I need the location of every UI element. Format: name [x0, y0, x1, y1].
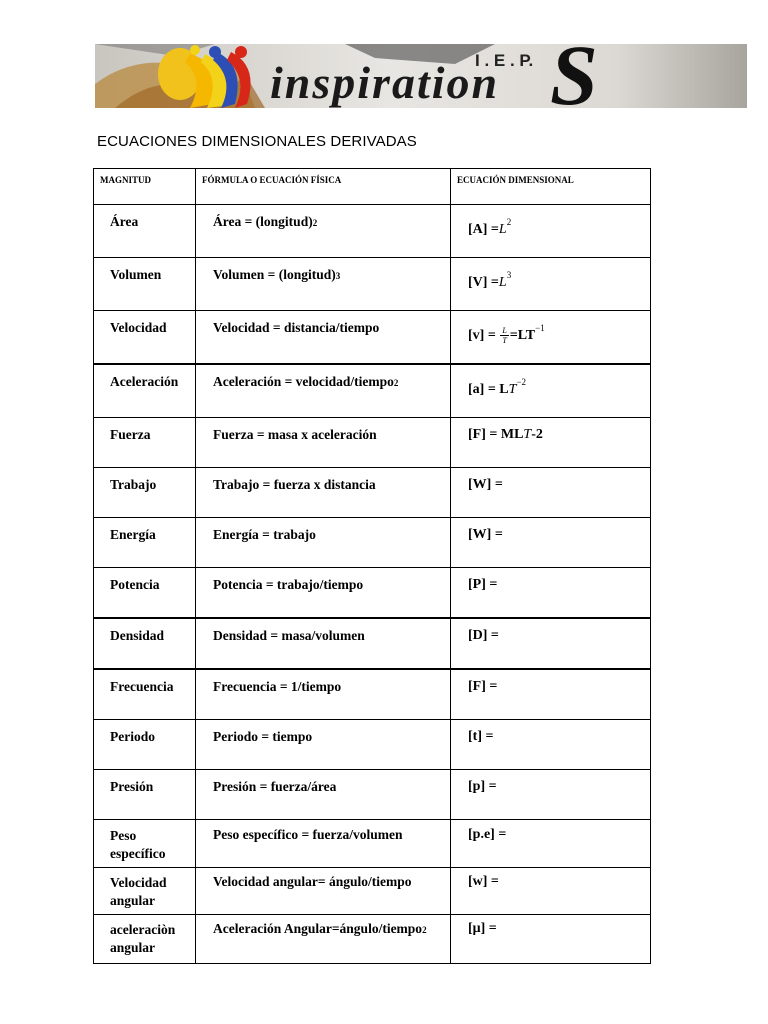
- magnitud-cell: Área: [94, 205, 196, 258]
- banner-school-text: I . E . P.: [475, 51, 534, 70]
- ecuacion-cell: [451, 418, 651, 468]
- magnitud-cell: Aceleración: [94, 364, 196, 418]
- magnitud-cell: Velocidad: [94, 311, 196, 365]
- ecuacion-text: [F] = ML: [468, 427, 524, 442]
- ecuacion-cell: [451, 311, 651, 365]
- table-row: [94, 418, 651, 468]
- table-row: [94, 720, 651, 770]
- ecuacion-cell: [D] =: [451, 618, 651, 669]
- formula-cell: Velocidad = distancia/tiempo: [196, 311, 451, 365]
- formula-cell: Velocidad angular= ángulo/tiempo: [196, 868, 451, 915]
- table-row: [94, 868, 651, 915]
- formula-exponent: 3: [335, 271, 341, 281]
- ecuacion-text: [v] =: [468, 328, 496, 343]
- fraction: [500, 326, 508, 345]
- ecuacion-symbol: L: [498, 275, 507, 290]
- formula-cell: Fuerza = masa x aceleración: [196, 418, 451, 468]
- table-row: [94, 364, 651, 418]
- table-row: [94, 518, 651, 568]
- table-row: [94, 618, 651, 669]
- dimension-table: [93, 168, 651, 964]
- magnitud-cell: Peso específico: [94, 820, 196, 868]
- formula-cell: Periodo = tiempo: [196, 720, 451, 770]
- formula-cell: [196, 205, 451, 258]
- table-row: [94, 311, 651, 365]
- table-row: [94, 205, 651, 258]
- banner-brand-letter: S: [550, 44, 598, 108]
- ecuacion-cell: [p.e] =: [451, 820, 651, 868]
- header-magnitud: MAGNITUD: [94, 169, 196, 205]
- formula-cell: Potencia = trabajo/tiempo: [196, 568, 451, 619]
- ecuacion-text: [V] =: [468, 275, 499, 290]
- formula-cell: [196, 364, 451, 418]
- formula-cell: Presión = fuerza/área: [196, 770, 451, 820]
- table-row: [94, 258, 651, 311]
- fraction-numerator: L: [502, 326, 507, 336]
- ecuacion-cell: [t] =: [451, 720, 651, 770]
- table-row: [94, 468, 651, 518]
- ecuacion-cell: [451, 205, 651, 258]
- table-header-row: [94, 169, 651, 205]
- formula-text: Área = (longitud): [213, 214, 313, 229]
- ecuacion-cell: [w] =: [451, 868, 651, 915]
- table-row: [94, 669, 651, 720]
- formula-cell: [196, 915, 451, 964]
- magnitud-cell: Energía: [94, 518, 196, 568]
- table-row: [94, 820, 651, 868]
- ecuacion-cell: [451, 364, 651, 418]
- ecuacion-cell: [W] =: [451, 468, 651, 518]
- ecuacion-exponent: 2: [506, 217, 512, 227]
- magnitud-cell: aceleraciòn angular: [94, 915, 196, 964]
- ecuacion-exponent: 3: [506, 270, 512, 280]
- ecuacion-cell: [451, 258, 651, 311]
- ecuacion-cell: [μ] =: [451, 915, 651, 964]
- formula-text: Aceleración = velocidad/tiempo: [213, 374, 394, 389]
- formula-exponent: 2: [422, 925, 427, 935]
- magnitud-cell: Frecuencia: [94, 669, 196, 720]
- fraction-denominator: T: [502, 336, 507, 346]
- ecuacion-symbol: =LT: [509, 328, 536, 343]
- magnitud-cell: Presión: [94, 770, 196, 820]
- ecuacion-exponent: −2: [516, 377, 527, 387]
- formula-cell: Peso específico = fuerza/volumen: [196, 820, 451, 868]
- formula-exponent: 2: [312, 218, 318, 228]
- ecuacion-cell: [P] =: [451, 568, 651, 619]
- formula-cell: Trabajo = fuerza x distancia: [196, 468, 451, 518]
- magnitud-cell: Velocidad angular: [94, 868, 196, 915]
- ecuacion-symbol: T: [508, 382, 517, 397]
- magnitud-cell: Densidad: [94, 618, 196, 669]
- ecuacion-text: [a] = L: [468, 382, 509, 397]
- formula-exponent: 2: [393, 378, 399, 388]
- banner-brand-text: inspiration: [270, 57, 500, 108]
- formula-cell: Frecuencia = 1/tiempo: [196, 669, 451, 720]
- header-banner: [95, 44, 747, 108]
- table-row: [94, 568, 651, 619]
- header-formula: FÓRMULA O ECUACIÓN FÍSICA: [196, 169, 451, 205]
- magnitud-cell: Trabajo: [94, 468, 196, 518]
- header-ecuacion: ECUACIÓN DIMENSIONAL: [451, 169, 651, 205]
- ecuacion-cell: [p] =: [451, 770, 651, 820]
- formula-cell: Energía = trabajo: [196, 518, 451, 568]
- magnitud-cell: Fuerza: [94, 418, 196, 468]
- ecuacion-symbol: T: [523, 427, 532, 442]
- formula-cell: Densidad = masa/volumen: [196, 618, 451, 669]
- table-row: [94, 915, 651, 964]
- formula-text: Volumen = (longitud): [213, 267, 336, 282]
- formula-cell: [196, 258, 451, 311]
- magnitud-cell: Volumen: [94, 258, 196, 311]
- ecuacion-exponent: -2: [531, 427, 543, 442]
- formula-text: Aceleración Angular=ángulo/tiempo: [213, 921, 423, 936]
- table-row: [94, 770, 651, 820]
- ecuacion-symbol: L: [498, 222, 507, 237]
- magnitud-cell: Potencia: [94, 568, 196, 619]
- document-title: ECUACIONES DIMENSIONALES DERIVADAS: [97, 133, 417, 150]
- ecuacion-cell: [F] =: [451, 669, 651, 720]
- ecuacion-exponent: −1: [535, 323, 545, 333]
- ecuacion-cell: [W] =: [451, 518, 651, 568]
- magnitud-cell: Periodo: [94, 720, 196, 770]
- ecuacion-text: [A] =: [468, 222, 499, 237]
- banner-logo: [95, 44, 747, 108]
